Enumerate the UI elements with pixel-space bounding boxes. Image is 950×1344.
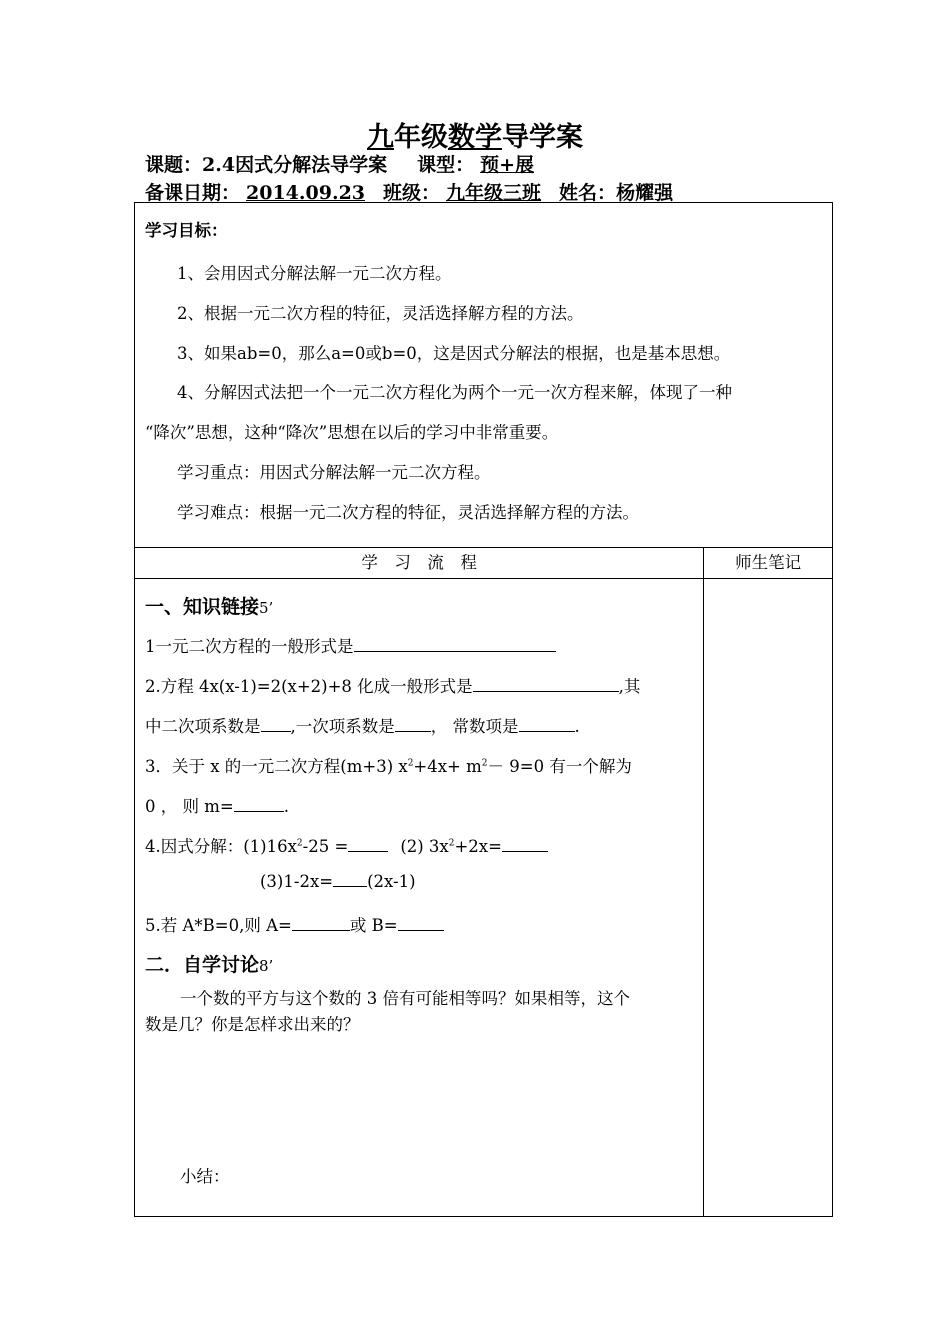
title-grade: 九 [367,122,394,153]
process-header-cell [135,548,704,579]
type-label: 课型： [417,154,475,176]
date-value: 2014.09.23 [246,182,366,204]
objective-item-4-cont: “降次”思想，这种“降次”思想在以后的学习中非常重要。 [145,423,559,442]
question-2: 2.方程 4x(x-1)=2(x+2)+8 化成一般形式是 ,其 [145,677,641,696]
answer-blank-4b[interactable] [502,850,548,852]
name-value: 杨耀强 [616,182,674,204]
name-label: 姓名： [559,182,617,204]
class-value: 九年级三班 [446,182,542,204]
class-label: 班级： [383,182,441,204]
type-value: 预+展 [480,154,535,176]
title-part1: 年级 [394,122,448,153]
answer-blank-2c[interactable] [395,730,431,732]
question-5: 5.若 A*B=0,则 A= 或 B= [145,912,444,936]
answer-blank-2a[interactable] [473,690,619,692]
study-plan-table [134,202,833,1217]
objective-item-3: 3、如果ab=0，那么a=0或b=0，这是因式分解法的根据，也是基本思想。 [177,344,731,363]
section1-title: 一、知识链接5’ [145,596,274,618]
answer-blank-4c[interactable] [333,885,367,887]
title-subject: 数学 [448,122,502,153]
question-3-cont: 0 ， 则 m= . [145,797,289,816]
answer-blank-2d[interactable] [519,730,575,732]
summary-label: 小结： [180,1167,230,1186]
section2-title: 二．自学讨论8’ [145,954,274,976]
discussion-question-cont: 数是几？你是怎样求出来的？ [145,1015,360,1034]
answer-blank-5a[interactable] [292,929,350,931]
topic-value: 2.4因式分解法导学案 [202,154,388,176]
question-2-cont: 中二次项系数是 ,一次项系数是 ， 常数项是 . [145,717,580,736]
discussion-question: 一个数的平方与这个数的 3 倍有可能相等吗？如果相等，这个 [180,989,630,1008]
process-content-cell [135,579,704,1217]
study-focus: 学习重点：用因式分解法解一元二次方程。 [177,463,491,482]
section2-time: 8’ [259,957,274,975]
topic-label: 课题： [145,154,203,176]
topic-line [145,150,540,177]
date-label: 备课日期： [145,182,241,204]
answer-blank-1[interactable] [354,650,556,652]
objective-item-4: 4、分解因式法把一个一元二次方程化为两个一元一次方程来解，体现了一种 [177,383,732,402]
section1-time: 5’ [259,599,274,617]
question-4-part3: (3)1-2x= (2x-1) [260,872,416,891]
notes-header-cell [704,548,833,579]
objective-item-2: 2、根据一元二次方程的特征，灵活选择解方程的方法。 [177,304,584,323]
objective-item-1: 1、会用因式分解法解一元二次方程。 [177,264,452,283]
answer-blank-5b[interactable] [398,929,444,931]
title-part2: 导学案 [502,122,583,153]
objectives-cell [135,203,833,548]
notes-content-cell[interactable] [704,579,833,1217]
question-1: 1一元二次方程的一般形式是 [145,633,556,657]
answer-blank-4a[interactable] [348,850,388,852]
process-header: 学 习 流 程 [361,553,477,572]
notes-header: 师生笔记 [735,553,802,572]
date-line [145,178,673,205]
objectives-title: 学习目标： [145,221,228,240]
question-4: 4.因式分解：$(1)16x^2-25 = (2)$ $3x^2+2x=$ [145,833,548,857]
question-3: 3．关于 x 的一元二次方程(m+3) $x^2+4x+ m^2- 9=0$ 有一个解为 [145,757,632,776]
study-difficulty: 学习难点：根据一元二次方程的特征，灵活选择解方程的方法。 [177,503,639,522]
answer-blank-2b[interactable] [261,730,291,732]
page-title [0,115,950,154]
answer-blank-3[interactable] [234,810,284,812]
